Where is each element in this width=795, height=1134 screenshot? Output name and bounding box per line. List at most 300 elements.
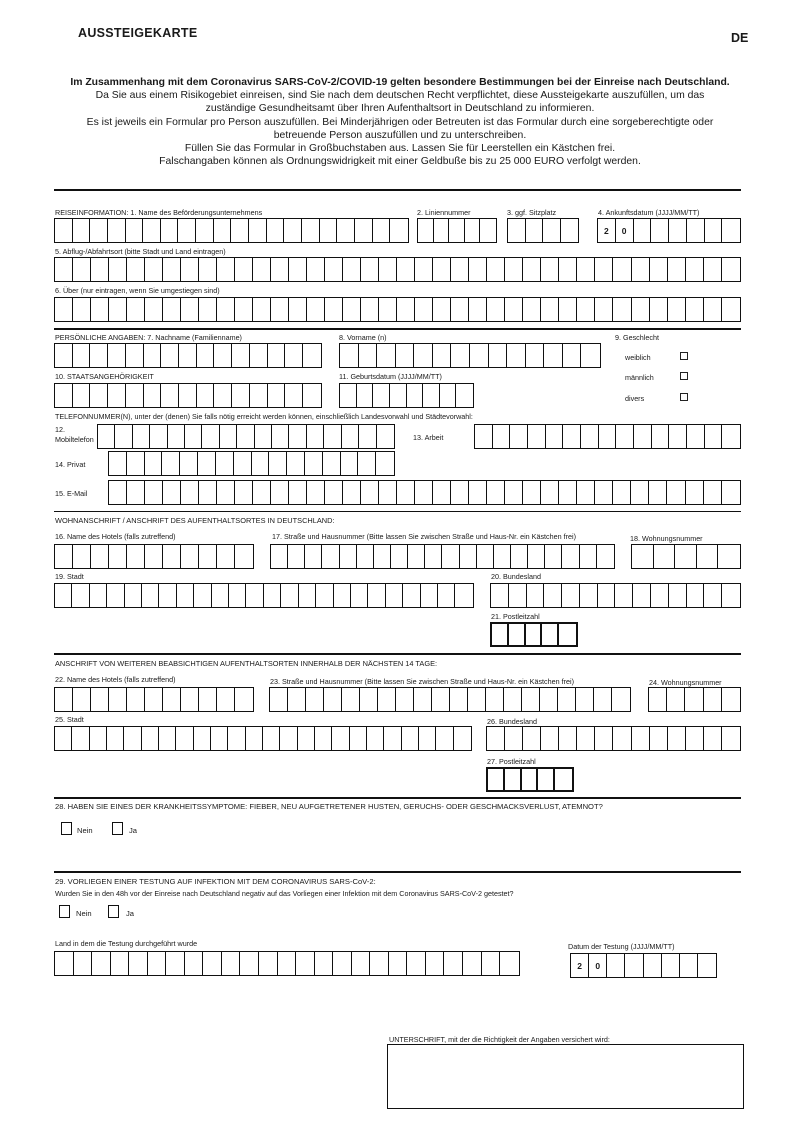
char-box[interactable]: [650, 258, 668, 281]
char-box[interactable]: [125, 584, 142, 607]
char-box[interactable]: [423, 384, 440, 407]
char-box[interactable]: [526, 624, 543, 645]
char-box[interactable]: [577, 727, 595, 750]
mobile-phone-input[interactable]: [97, 424, 395, 449]
char-box[interactable]: [397, 481, 415, 504]
char-box[interactable]: [455, 584, 472, 607]
char-box[interactable]: [109, 298, 127, 321]
char-box[interactable]: [90, 219, 108, 242]
char-box[interactable]: [522, 688, 540, 711]
char-box[interactable]: [598, 584, 616, 607]
char-box[interactable]: [488, 769, 505, 790]
char-box[interactable]: [142, 584, 159, 607]
char-box[interactable]: [111, 952, 130, 975]
char-box[interactable]: [127, 258, 145, 281]
char-box[interactable]: [303, 344, 321, 367]
arrival-date-input[interactable]: [597, 218, 741, 243]
char-box[interactable]: [451, 258, 469, 281]
char-box[interactable]: [396, 688, 414, 711]
char-box[interactable]: [180, 452, 198, 475]
char-box[interactable]: [214, 384, 232, 407]
char-box[interactable]: [377, 425, 394, 448]
char-box[interactable]: [334, 584, 351, 607]
hotel-input[interactable]: [54, 544, 254, 569]
char-box[interactable]: [289, 425, 306, 448]
char-box[interactable]: [253, 258, 271, 281]
char-box[interactable]: [333, 952, 352, 975]
char-box[interactable]: [127, 688, 145, 711]
via-input[interactable]: [54, 297, 741, 322]
char-box[interactable]: [487, 727, 505, 750]
char-box[interactable]: [145, 452, 163, 475]
char-box[interactable]: [451, 481, 469, 504]
char-box[interactable]: [487, 258, 505, 281]
char-box[interactable]: [704, 727, 722, 750]
char-box[interactable]: [181, 545, 199, 568]
char-box[interactable]: [544, 344, 563, 367]
char-box[interactable]: [350, 727, 367, 750]
char-box[interactable]: [211, 727, 228, 750]
char-box[interactable]: [432, 688, 450, 711]
char-box[interactable]: [377, 344, 396, 367]
char-box[interactable]: [268, 384, 286, 407]
street-input[interactable]: [270, 544, 615, 569]
char-box[interactable]: [434, 219, 450, 242]
char-box[interactable]: [463, 952, 482, 975]
char-box[interactable]: [73, 219, 91, 242]
char-box[interactable]: [109, 481, 127, 504]
char-box[interactable]: [163, 545, 181, 568]
char-box[interactable]: [235, 545, 253, 568]
hotel-2-input[interactable]: [54, 687, 254, 712]
char-box[interactable]: [486, 688, 504, 711]
char-box[interactable]: [214, 219, 232, 242]
char-box[interactable]: [73, 298, 91, 321]
char-box[interactable]: [505, 481, 523, 504]
char-box[interactable]: [145, 481, 163, 504]
char-box[interactable]: [305, 452, 323, 475]
char-box[interactable]: [280, 727, 297, 750]
char-box[interactable]: [559, 298, 577, 321]
char-box[interactable]: [231, 219, 249, 242]
char-box[interactable]: [232, 344, 250, 367]
birth-date-input[interactable]: [339, 383, 474, 408]
char-box[interactable]: [324, 425, 341, 448]
signature-box[interactable]: [387, 1044, 744, 1109]
char-box[interactable]: [634, 425, 652, 448]
test-country-input[interactable]: [54, 951, 520, 976]
char-box[interactable]: [340, 545, 357, 568]
char-box[interactable]: [163, 481, 181, 504]
char-box[interactable]: [541, 298, 559, 321]
char-box[interactable]: [722, 688, 740, 711]
char-box[interactable]: [686, 298, 704, 321]
char-box[interactable]: [541, 727, 559, 750]
char-box[interactable]: [469, 298, 487, 321]
char-box[interactable]: [376, 452, 394, 475]
char-box[interactable]: [440, 384, 457, 407]
char-box[interactable]: [199, 258, 217, 281]
char-box[interactable]: [324, 688, 342, 711]
char-box[interactable]: [449, 219, 465, 242]
char-box[interactable]: [90, 584, 107, 607]
char-box[interactable]: [561, 219, 579, 242]
char-box[interactable]: [687, 425, 705, 448]
char-box[interactable]: [651, 584, 669, 607]
char-box[interactable]: [545, 545, 562, 568]
char-box[interactable]: [148, 952, 167, 975]
char-box[interactable]: [343, 481, 361, 504]
char-box[interactable]: [228, 727, 245, 750]
char-box[interactable]: [315, 727, 332, 750]
char-box[interactable]: [523, 481, 541, 504]
char-box[interactable]: [669, 425, 687, 448]
char-box[interactable]: [55, 384, 73, 407]
char-box[interactable]: [669, 219, 687, 242]
char-box[interactable]: [144, 344, 162, 367]
char-box[interactable]: [607, 954, 625, 977]
char-box[interactable]: [109, 688, 127, 711]
char-box[interactable]: [142, 727, 159, 750]
char-box[interactable]: [127, 481, 145, 504]
char-box[interactable]: [433, 298, 451, 321]
char-box[interactable]: [342, 425, 359, 448]
char-box[interactable]: [650, 298, 668, 321]
char-box[interactable]: [722, 425, 740, 448]
char-box[interactable]: [143, 219, 161, 242]
char-box[interactable]: [522, 769, 539, 790]
char-box[interactable]: [91, 688, 109, 711]
char-box[interactable]: [475, 425, 493, 448]
char-box[interactable]: [177, 584, 194, 607]
char-box[interactable]: [202, 425, 219, 448]
char-box[interactable]: [246, 584, 263, 607]
char-box[interactable]: [159, 584, 176, 607]
char-box[interactable]: [562, 584, 580, 607]
char-box[interactable]: [526, 219, 544, 242]
char-box[interactable]: [438, 584, 455, 607]
char-box[interactable]: [668, 298, 686, 321]
char-box[interactable]: [632, 545, 654, 568]
char-box[interactable]: [686, 258, 704, 281]
char-box[interactable]: [722, 258, 740, 281]
char-box[interactable]: [562, 545, 579, 568]
char-box[interactable]: [307, 425, 324, 448]
char-box[interactable]: [222, 952, 241, 975]
char-box[interactable]: [150, 425, 167, 448]
char-box[interactable]: [250, 344, 268, 367]
char-box[interactable]: [675, 545, 697, 568]
char-box[interactable]: [235, 298, 253, 321]
char-box[interactable]: [576, 688, 594, 711]
char-box[interactable]: [307, 298, 325, 321]
char-box[interactable]: [563, 344, 582, 367]
char-box[interactable]: [109, 258, 127, 281]
char-box[interactable]: [595, 298, 613, 321]
char-box[interactable]: [722, 298, 740, 321]
char-box[interactable]: [199, 481, 217, 504]
char-box[interactable]: [161, 344, 179, 367]
char-box[interactable]: [442, 545, 459, 568]
char-box[interactable]: [718, 545, 740, 568]
char-box[interactable]: [397, 298, 415, 321]
char-box[interactable]: [704, 258, 722, 281]
test-no-checkbox[interactable]: [59, 905, 70, 918]
char-box[interactable]: [73, 384, 91, 407]
char-box[interactable]: [288, 545, 305, 568]
char-box[interactable]: [493, 425, 511, 448]
char-box[interactable]: [651, 219, 669, 242]
char-box[interactable]: [185, 425, 202, 448]
char-box[interactable]: [615, 584, 633, 607]
char-box[interactable]: [444, 952, 463, 975]
char-box[interactable]: [166, 952, 185, 975]
char-box[interactable]: [91, 298, 109, 321]
char-box[interactable]: [704, 298, 722, 321]
char-box[interactable]: [360, 688, 378, 711]
gender-female-checkbox[interactable]: [680, 352, 688, 360]
char-box[interactable]: [107, 584, 124, 607]
char-box[interactable]: [109, 452, 127, 475]
char-box[interactable]: [697, 545, 719, 568]
test-yes-checkbox[interactable]: [108, 905, 119, 918]
char-box[interactable]: [259, 952, 278, 975]
char-box[interactable]: [124, 727, 141, 750]
char-box[interactable]: [425, 545, 442, 568]
char-box[interactable]: [649, 481, 667, 504]
char-box[interactable]: [161, 219, 179, 242]
char-box[interactable]: [415, 481, 433, 504]
char-box[interactable]: [685, 688, 703, 711]
char-box[interactable]: [214, 344, 232, 367]
char-box[interactable]: [108, 384, 126, 407]
char-box[interactable]: [580, 545, 597, 568]
char-box[interactable]: [179, 344, 197, 367]
char-box[interactable]: [379, 298, 397, 321]
char-box[interactable]: [91, 258, 109, 281]
char-box[interactable]: [289, 298, 307, 321]
state-input[interactable]: [490, 583, 741, 608]
char-box[interactable]: [343, 258, 361, 281]
char-box[interactable]: [340, 384, 357, 407]
char-box[interactable]: [289, 258, 307, 281]
char-box[interactable]: [185, 952, 204, 975]
gender-male-checkbox[interactable]: [680, 372, 688, 380]
char-box[interactable]: [229, 584, 246, 607]
char-box[interactable]: [55, 584, 72, 607]
char-box[interactable]: [632, 727, 650, 750]
char-box[interactable]: [287, 452, 305, 475]
char-box[interactable]: [469, 258, 487, 281]
char-box[interactable]: [528, 425, 546, 448]
char-box[interactable]: [374, 545, 391, 568]
char-box[interactable]: [217, 298, 235, 321]
char-box[interactable]: [669, 584, 687, 607]
char-box[interactable]: [285, 384, 303, 407]
char-box[interactable]: [332, 727, 349, 750]
email-input[interactable]: [108, 480, 741, 505]
char-box[interactable]: [510, 425, 528, 448]
char-box[interactable]: [316, 584, 333, 607]
char-box[interactable]: [505, 769, 522, 790]
char-box[interactable]: [595, 727, 613, 750]
char-box[interactable]: [451, 298, 469, 321]
char-box[interactable]: [272, 425, 289, 448]
char-box[interactable]: [667, 688, 685, 711]
char-box[interactable]: [396, 344, 415, 367]
char-box[interactable]: [504, 688, 522, 711]
char-box[interactable]: [296, 952, 315, 975]
char-box[interactable]: [341, 452, 359, 475]
char-box[interactable]: [418, 219, 434, 242]
char-box[interactable]: [378, 688, 396, 711]
nationality-input[interactable]: [54, 383, 322, 408]
char-box[interactable]: [526, 344, 545, 367]
char-box[interactable]: [357, 545, 374, 568]
char-box[interactable]: [129, 952, 148, 975]
state-2-input[interactable]: [486, 726, 741, 751]
char-box[interactable]: [340, 344, 359, 367]
char-box[interactable]: [127, 545, 145, 568]
char-box[interactable]: [687, 219, 705, 242]
char-box[interactable]: [278, 952, 297, 975]
char-box[interactable]: [144, 384, 162, 407]
char-box[interactable]: [704, 688, 722, 711]
char-box[interactable]: [704, 584, 722, 607]
char-box[interactable]: [667, 481, 685, 504]
char-box[interactable]: [168, 425, 185, 448]
char-box[interactable]: [359, 344, 378, 367]
char-box[interactable]: [581, 425, 599, 448]
char-box[interactable]: [687, 584, 705, 607]
char-box[interactable]: [73, 258, 91, 281]
char-box[interactable]: [109, 545, 127, 568]
char-box[interactable]: [358, 452, 376, 475]
char-box[interactable]: [108, 219, 126, 242]
char-box[interactable]: [680, 954, 698, 977]
char-box[interactable]: [397, 258, 415, 281]
char-box[interactable]: [384, 727, 401, 750]
char-box[interactable]: [436, 727, 453, 750]
char-box[interactable]: [632, 298, 650, 321]
char-box[interactable]: [252, 452, 270, 475]
char-box[interactable]: [370, 952, 389, 975]
char-box[interactable]: [454, 727, 471, 750]
char-box[interactable]: [541, 481, 559, 504]
char-box[interactable]: [616, 425, 634, 448]
char-box[interactable]: [402, 727, 419, 750]
char-box[interactable]: [271, 258, 289, 281]
char-box[interactable]: [181, 258, 199, 281]
first-name-input[interactable]: [339, 343, 601, 368]
char-box[interactable]: [595, 481, 613, 504]
char-box[interactable]: [305, 545, 322, 568]
char-box[interactable]: [264, 584, 281, 607]
test-date-input[interactable]: [570, 953, 717, 978]
char-box[interactable]: [357, 384, 374, 407]
char-box[interactable]: [722, 219, 740, 242]
char-box[interactable]: [270, 688, 288, 711]
char-box[interactable]: [577, 298, 595, 321]
char-box[interactable]: [163, 258, 181, 281]
char-box[interactable]: [433, 258, 451, 281]
char-box[interactable]: [235, 258, 253, 281]
departure-input[interactable]: [54, 257, 741, 282]
char-box[interactable]: [127, 452, 145, 475]
char-box[interactable]: [181, 298, 199, 321]
char-box[interactable]: [489, 344, 508, 367]
char-box[interactable]: [390, 219, 408, 242]
city-2-input[interactable]: [54, 726, 472, 751]
char-box[interactable]: [361, 481, 379, 504]
char-box[interactable]: [668, 258, 686, 281]
char-box[interactable]: [544, 584, 562, 607]
char-box[interactable]: [511, 545, 528, 568]
char-box[interactable]: [351, 584, 368, 607]
char-box[interactable]: [199, 688, 217, 711]
char-box[interactable]: [613, 298, 631, 321]
street-2-input[interactable]: [269, 687, 631, 712]
char-box[interactable]: [528, 545, 545, 568]
char-box[interactable]: [559, 481, 577, 504]
char-box[interactable]: [197, 384, 215, 407]
char-box[interactable]: [613, 258, 631, 281]
char-box[interactable]: [487, 298, 505, 321]
char-box[interactable]: [389, 952, 408, 975]
postal-code-input[interactable]: [490, 622, 578, 647]
char-box[interactable]: [217, 258, 235, 281]
char-box[interactable]: [541, 258, 559, 281]
char-box[interactable]: [108, 344, 126, 367]
char-box[interactable]: [55, 545, 73, 568]
char-box[interactable]: [342, 688, 360, 711]
char-box[interactable]: [491, 584, 509, 607]
char-box[interactable]: [197, 344, 215, 367]
char-box[interactable]: [426, 952, 445, 975]
char-box[interactable]: [538, 769, 555, 790]
char-box[interactable]: [722, 727, 740, 750]
char-box[interactable]: [408, 545, 425, 568]
char-box[interactable]: [361, 258, 379, 281]
char-box[interactable]: [722, 481, 740, 504]
char-box[interactable]: [199, 545, 217, 568]
char-box[interactable]: [289, 481, 307, 504]
char-box[interactable]: [414, 688, 432, 711]
char-box[interactable]: [577, 481, 595, 504]
char-box[interactable]: [161, 384, 179, 407]
char-box[interactable]: [178, 219, 196, 242]
char-box[interactable]: [705, 425, 723, 448]
char-box[interactable]: [303, 384, 321, 407]
char-box[interactable]: [90, 384, 108, 407]
char-box[interactable]: [415, 298, 433, 321]
char-box[interactable]: [302, 219, 320, 242]
char-box[interactable]: [55, 344, 73, 367]
char-box[interactable]: [271, 545, 288, 568]
char-box[interactable]: [163, 298, 181, 321]
char-box[interactable]: [323, 452, 341, 475]
apartment-2-input[interactable]: [648, 687, 741, 712]
char-box[interactable]: [91, 545, 109, 568]
char-box[interactable]: [433, 344, 452, 367]
char-box[interactable]: [594, 688, 612, 711]
char-box[interactable]: [469, 481, 487, 504]
char-box[interactable]: [107, 727, 124, 750]
char-box[interactable]: [267, 219, 285, 242]
symptoms-yes-checkbox[interactable]: [112, 822, 123, 835]
char-box[interactable]: [597, 545, 614, 568]
char-box[interactable]: [509, 624, 526, 645]
